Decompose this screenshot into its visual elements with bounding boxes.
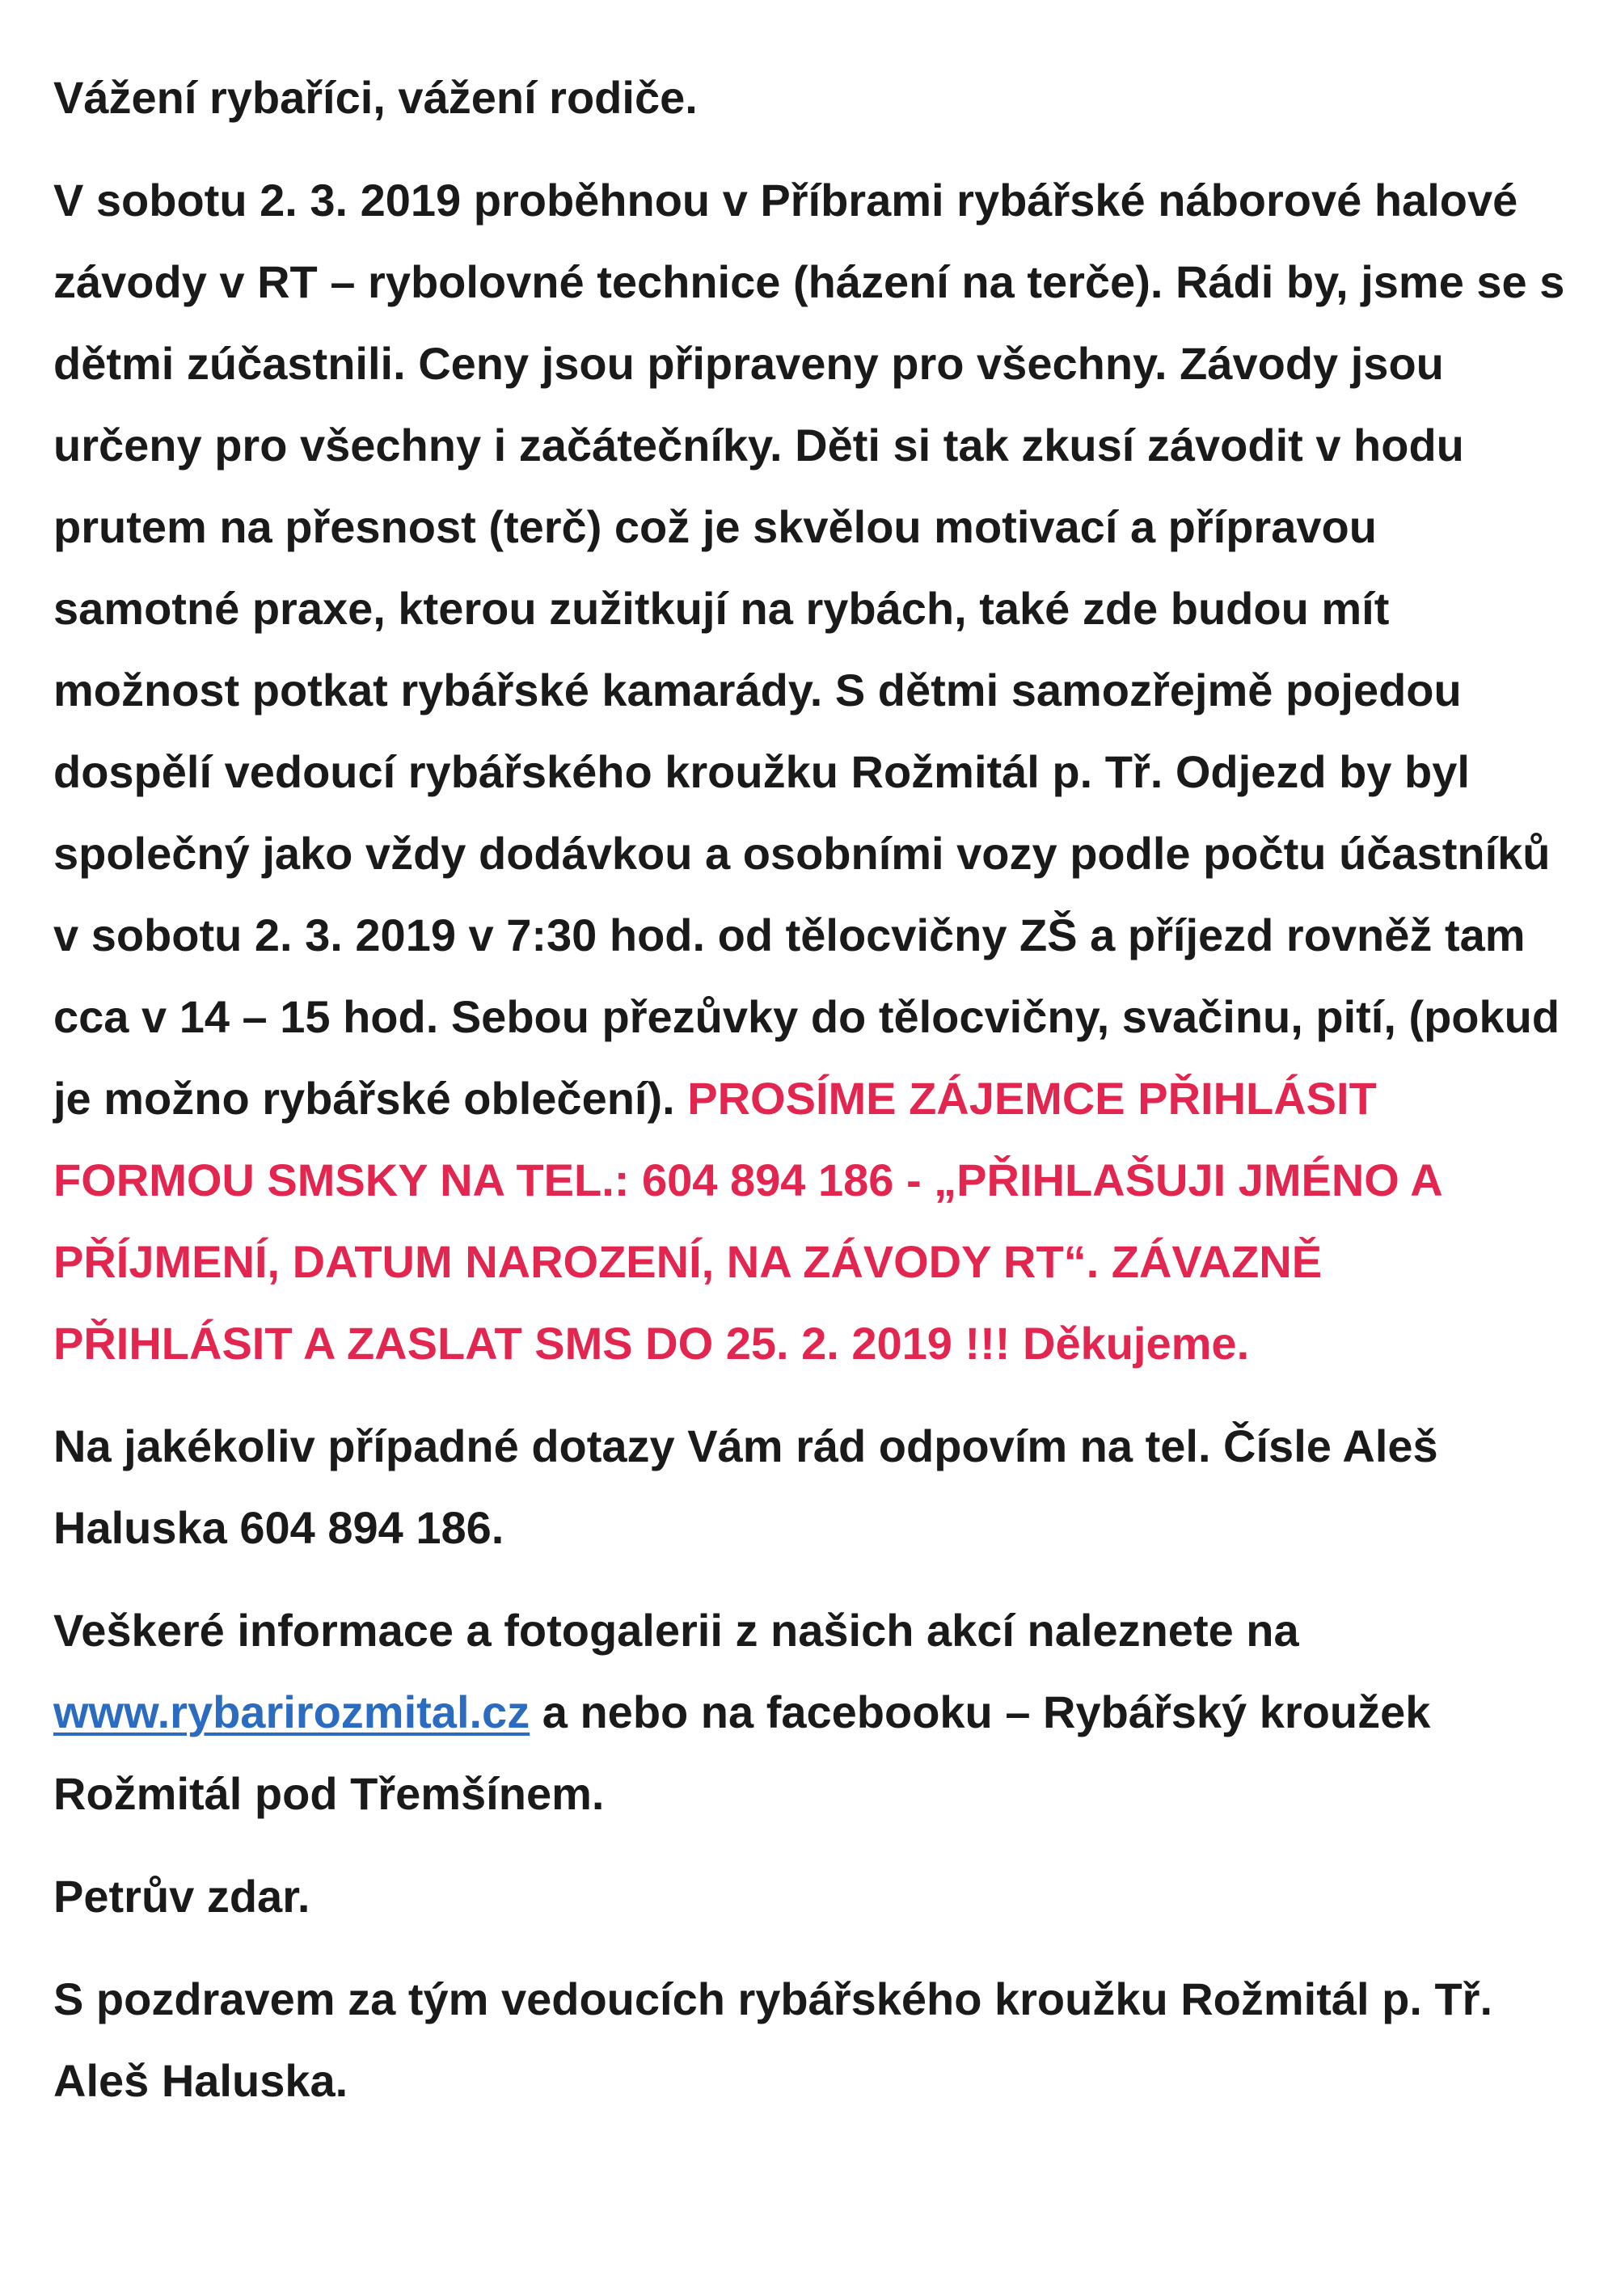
- info-paragraph: [53, 1589, 1565, 1834]
- website-link[interactable]: www.rybarirozmital.cz: [53, 1686, 530, 1737]
- main-paragraph: [53, 159, 1565, 1384]
- letter-page: [53, 57, 1565, 2121]
- signature: S pozdravem za tým vedoucích rybářského kroužku Rožmitál p. Tř. Aleš Haluska.: [53, 1973, 1493, 2106]
- closing: Petrův zdar.: [53, 1871, 310, 1922]
- contact-paragraph: Na jakékoliv případné dotazy Vám rád odpovím na tel. Čísle Aleš Haluska 604 894 186.: [53, 1420, 1438, 1553]
- main-text: V sobotu 2. 3. 2019 proběhnou v Příbrami rybářské náborové halové závody v RT – rybolovné technice (házení na terče). Rádi by, jsme se s dětmi zúčastnili. Ceny jsou připraveny pro všechny. Závody jsou určeny pro všechny i začátečníky. Děti si tak zkusí závodit v hodu prutem na přesnost (terč) což je skvělou motivací a přípravou samotné praxe, kterou zužitkují na rybách, také zde budou mít možnost potkat rybářské kamarády. S dětmi samozřejmě pojedou dospělí vedoucí rybářského kroužku Rožmitál p. Tř. Odjezd by byl společný jako vždy dodávkou a osobními vozy podle počtu účastníků v sobotu 2. 3. 2019 v 7:30 hod. od tělocvičny ZŠ a příjezd rovněž tam cca v 14 – 15 hod. Sebou přezůvky do tělocvičny, svačinu, pití, (pokud je možno rybářské oblečení).: [53, 175, 1565, 1124]
- info-text-after: a nebo na facebooku – Rybářský kroužek Rožmitál pod Třemšínem.: [53, 1686, 1431, 1819]
- greeting: Vážení rybaříci, vážení rodiče.: [53, 72, 698, 123]
- info-text: Veškeré informace a fotogalerii z našich akcí naleznete na: [53, 1605, 1299, 1656]
- registration-notice: PROSÍME ZÁJEMCE PŘIHLÁSIT FORMOU SMSKY NA TEL.: 604 894 186 - „PŘIHLAŠUJI JMÉNO A PŘÍJMENÍ, DATUM NAROZENÍ, NA ZÁVODY RT“. ZÁVAZNĚ PŘIHLÁSIT A ZASLAT SMS DO 25. 2. 2019 !!! Děkujeme.: [53, 1073, 1441, 1369]
